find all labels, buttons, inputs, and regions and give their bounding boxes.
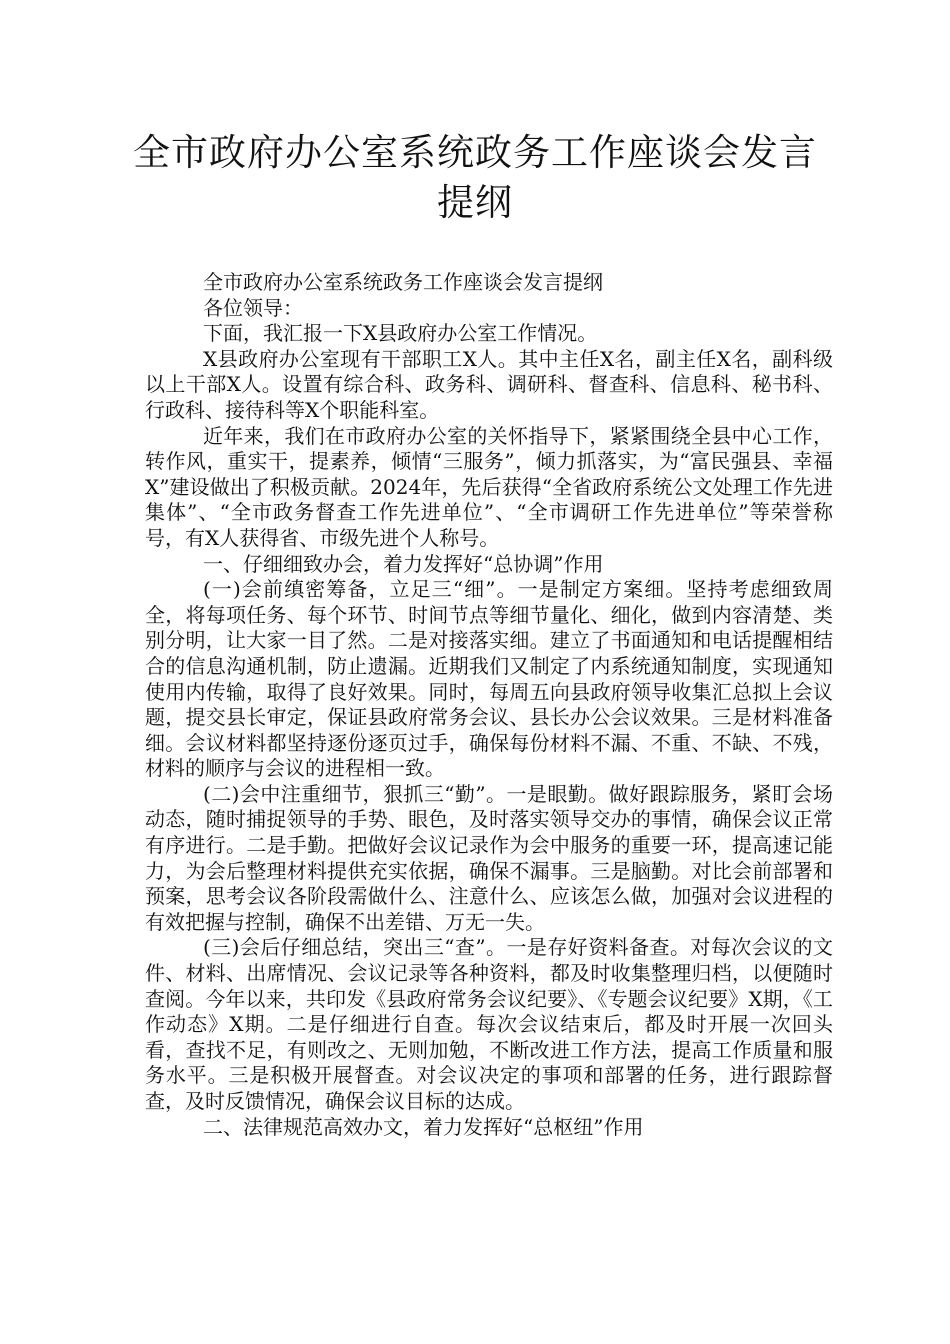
document-body <box>145 270 833 1140</box>
subsection-paragraph-3: (三)会后仔细总结，突出三“查”。一是存好资料备查。对每次会议的文件、材料、出席情况、会议记录等各种资料，都及时收集整理归档，以便随时查阅。今年以来，共印发《县政府常务会议纪要》、《专题会议纪要》X期，《工作动态》X期。二是仔细进行自查。每次会议结束后，都及时开展一次回头看，查找不足，有则改之、无则加勉，不断改进工作方法，提高工作质量和服务水平。三是积极开展督查。对会议决定的事项和部署的任务，进行跟踪督查，及时反馈情况，确保会议目标的达成。 <box>145 935 833 1113</box>
subtitle-paragraph: 全市政府办公室系统政务工作座谈会发言提纲 <box>203 270 603 294</box>
section-heading-1: 一、仔细细致办会，着力发挥好“总协调”作用 <box>203 551 604 576</box>
document-title: 全市政府办公室系统政务工作座谈会发言提纲 <box>133 131 817 224</box>
subsection-paragraph-2: (二)会中注重细节，狠抓三“勤”。一是眼勤。做好跟踪服务，紧盯会场动态，随时捕捉领导的手势、眼色，及时落实领导交办的事情，确保会议正常有序进行。二是手勤。把做好会议记录作为会中服务的重要一环，提高速记能力，为会后整理材料提供充实依据，确保不漏事。三是脑勤。对比会前部署和预案，思考会议各阶段需做什么、注意什么、应该怎么做，加强对会议进程的有效把握与控制，确保不出差错、万无一失。 <box>145 781 833 934</box>
staff-paragraph: X县政府办公室现有干部职工X人。其中主任X名，副主任X名，副科级以上干部X人。设置有综合科、政务科、调研科、督查科、信息科、秘书科、行政科、接待科等X个职能科室。 <box>145 346 833 422</box>
section-heading-2: 二、法律规范高效办文，着力发挥好“总枢纽”作用 <box>203 1114 644 1139</box>
subsection-paragraph-1: (一)会前缜密筹备，立足三“细”。一是制定方案细。坚持考虑细致周全，将每项任务、每个环节、时间节点等细节量化、细化，做到内容清楚、类别分明，让大家一目了然。二是对接落实细。建立了书面通知和电话提醒相结合的信息沟通机制，防止遗漏。近期我们又制定了内系统通知制度，实现通知使用内传输，取得了良好效果。同时，每周五向县政府领导收集汇总拟上会议题，提交县长审定，保证县政府常务会议、县长办公会议效果。三是材料准备细。会议材料都坚持逐份逐页过手，确保每份材料不漏、不重、不缺、不残，材料的顺序与会议的进程相一致。 <box>145 577 833 781</box>
achievements-paragraph: 近年来，我们在市政府办公室的关怀指导下，紧紧围绕全县中心工作，转作风，重实干，提素养，倾情“三服务”，倾力抓落实，为“富民强县、幸福X”建设做出了积极贡献。2024年，先后获得“全省政府系统公文处理工作先进集体”、“全市政务督查工作先进单位”、“全市调研工作先进单位”等荣誉称号，有X人获得省、市级先进个人称号。 <box>145 423 833 550</box>
salutation-paragraph: 各位领导： <box>203 295 303 320</box>
intro-paragraph: 下面，我汇报一下X县政府办公室工作情况。 <box>203 321 598 346</box>
